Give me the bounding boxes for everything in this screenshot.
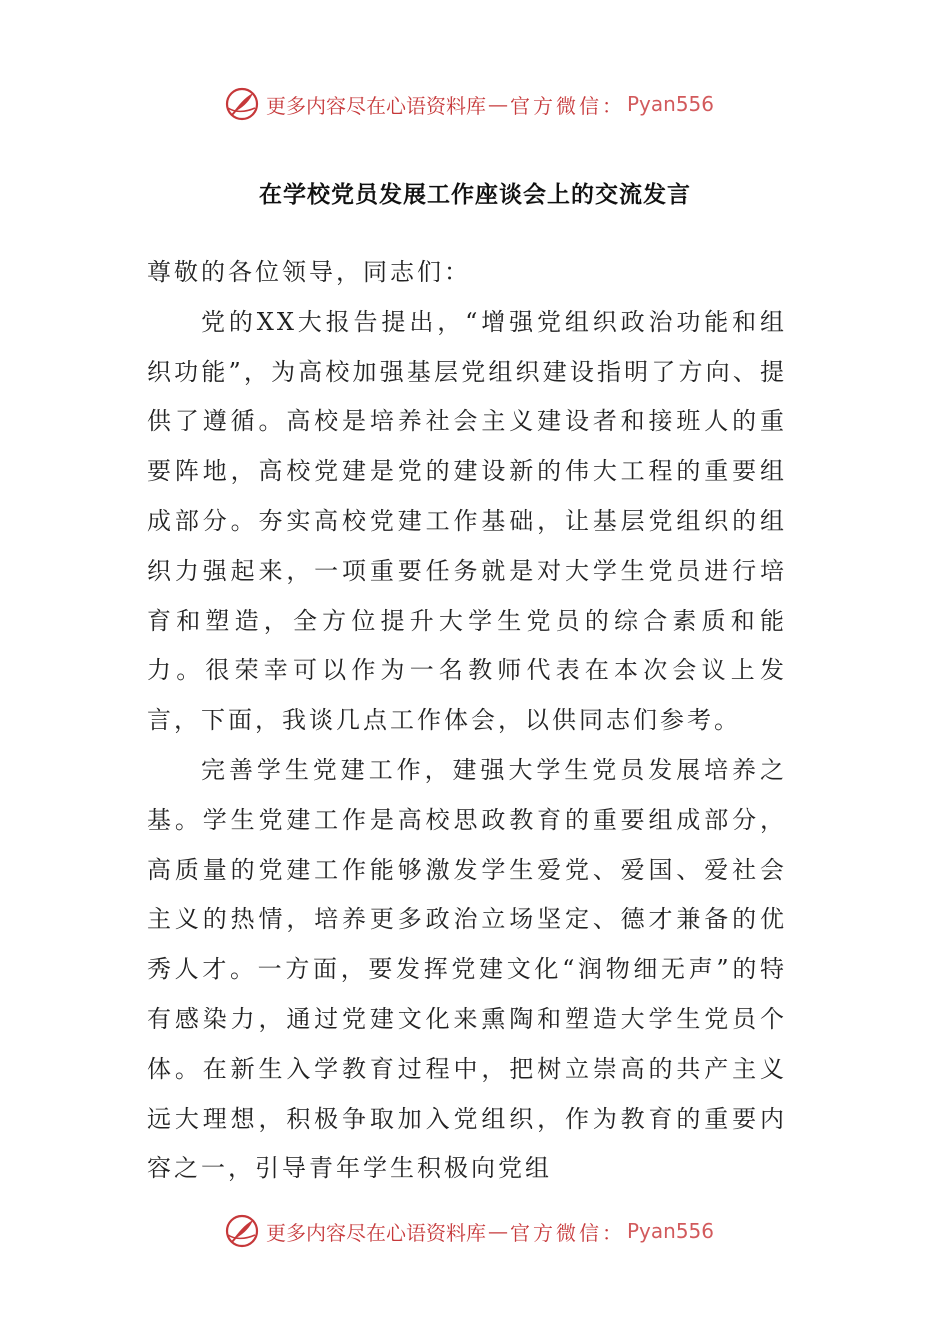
header-watermark xyxy=(224,84,714,124)
document-title: 在学校党员发展工作座谈会上的交流发言 xyxy=(259,182,691,208)
watermark-contact-label: 官方微信： xyxy=(510,1220,625,1245)
watermark-contact-label: 官方微信： xyxy=(510,93,625,118)
document-body xyxy=(147,248,787,1194)
body-paragraph: 完善学生党建工作，建强大学生党员发展培养之基。学生党建工作是高校思政教育的重要组成部分，高质量的党建工作能够激发学生爱党、爱国、爱社会主义的热情，培养更多政治立场坚定、德才兼备的优秀人才。一方面，要发挥党建文化“润物细无声”的特有感染力，通过党建文化来熏陶和塑造大学生党员个体。在新生入学教育过程中，把树立崇高的共产主义远大理想，积极争取加入党组织，作为教育的重要内容之一，引导青年学生积极向党组 xyxy=(147,755,787,1183)
watermark-wechat-id: Pyan556 xyxy=(627,92,715,116)
salutation: 尊敬的各位领导，同志们： xyxy=(147,258,471,286)
watermark-brand-text: 更多内容尽在心语资料库 xyxy=(266,93,486,118)
watermark-brand-text: 更多内容尽在心语资料库 xyxy=(266,1220,486,1245)
footer-watermark xyxy=(224,1211,714,1251)
watermark-wechat-id: Pyan556 xyxy=(627,1219,715,1243)
watermark-separator: — xyxy=(488,1219,508,1243)
feather-pen-logo-icon xyxy=(224,1213,260,1249)
watermark-separator: — xyxy=(488,92,508,116)
body-paragraph: 党的XX大报告提出，“增强党组织政治功能和组织功能”，为高校加强基层党组织建设指明了方向、提供了遵循。高校是培养社会主义建设者和接班人的重要阵地，高校党建是党的建设新的伟大工程的重要组成部分。夯实高校党建工作基础，让基层党组织的组织力强起来，一项重要任务就是对大学生党员进行培育和塑造，全方位提升大学生党员的综合素质和能力。很荣幸可以作为一名教师代表在本次会议上发言，下面，我谈几点工作体会，以供同志们参考。 xyxy=(147,307,787,735)
feather-pen-logo-icon xyxy=(224,86,260,122)
